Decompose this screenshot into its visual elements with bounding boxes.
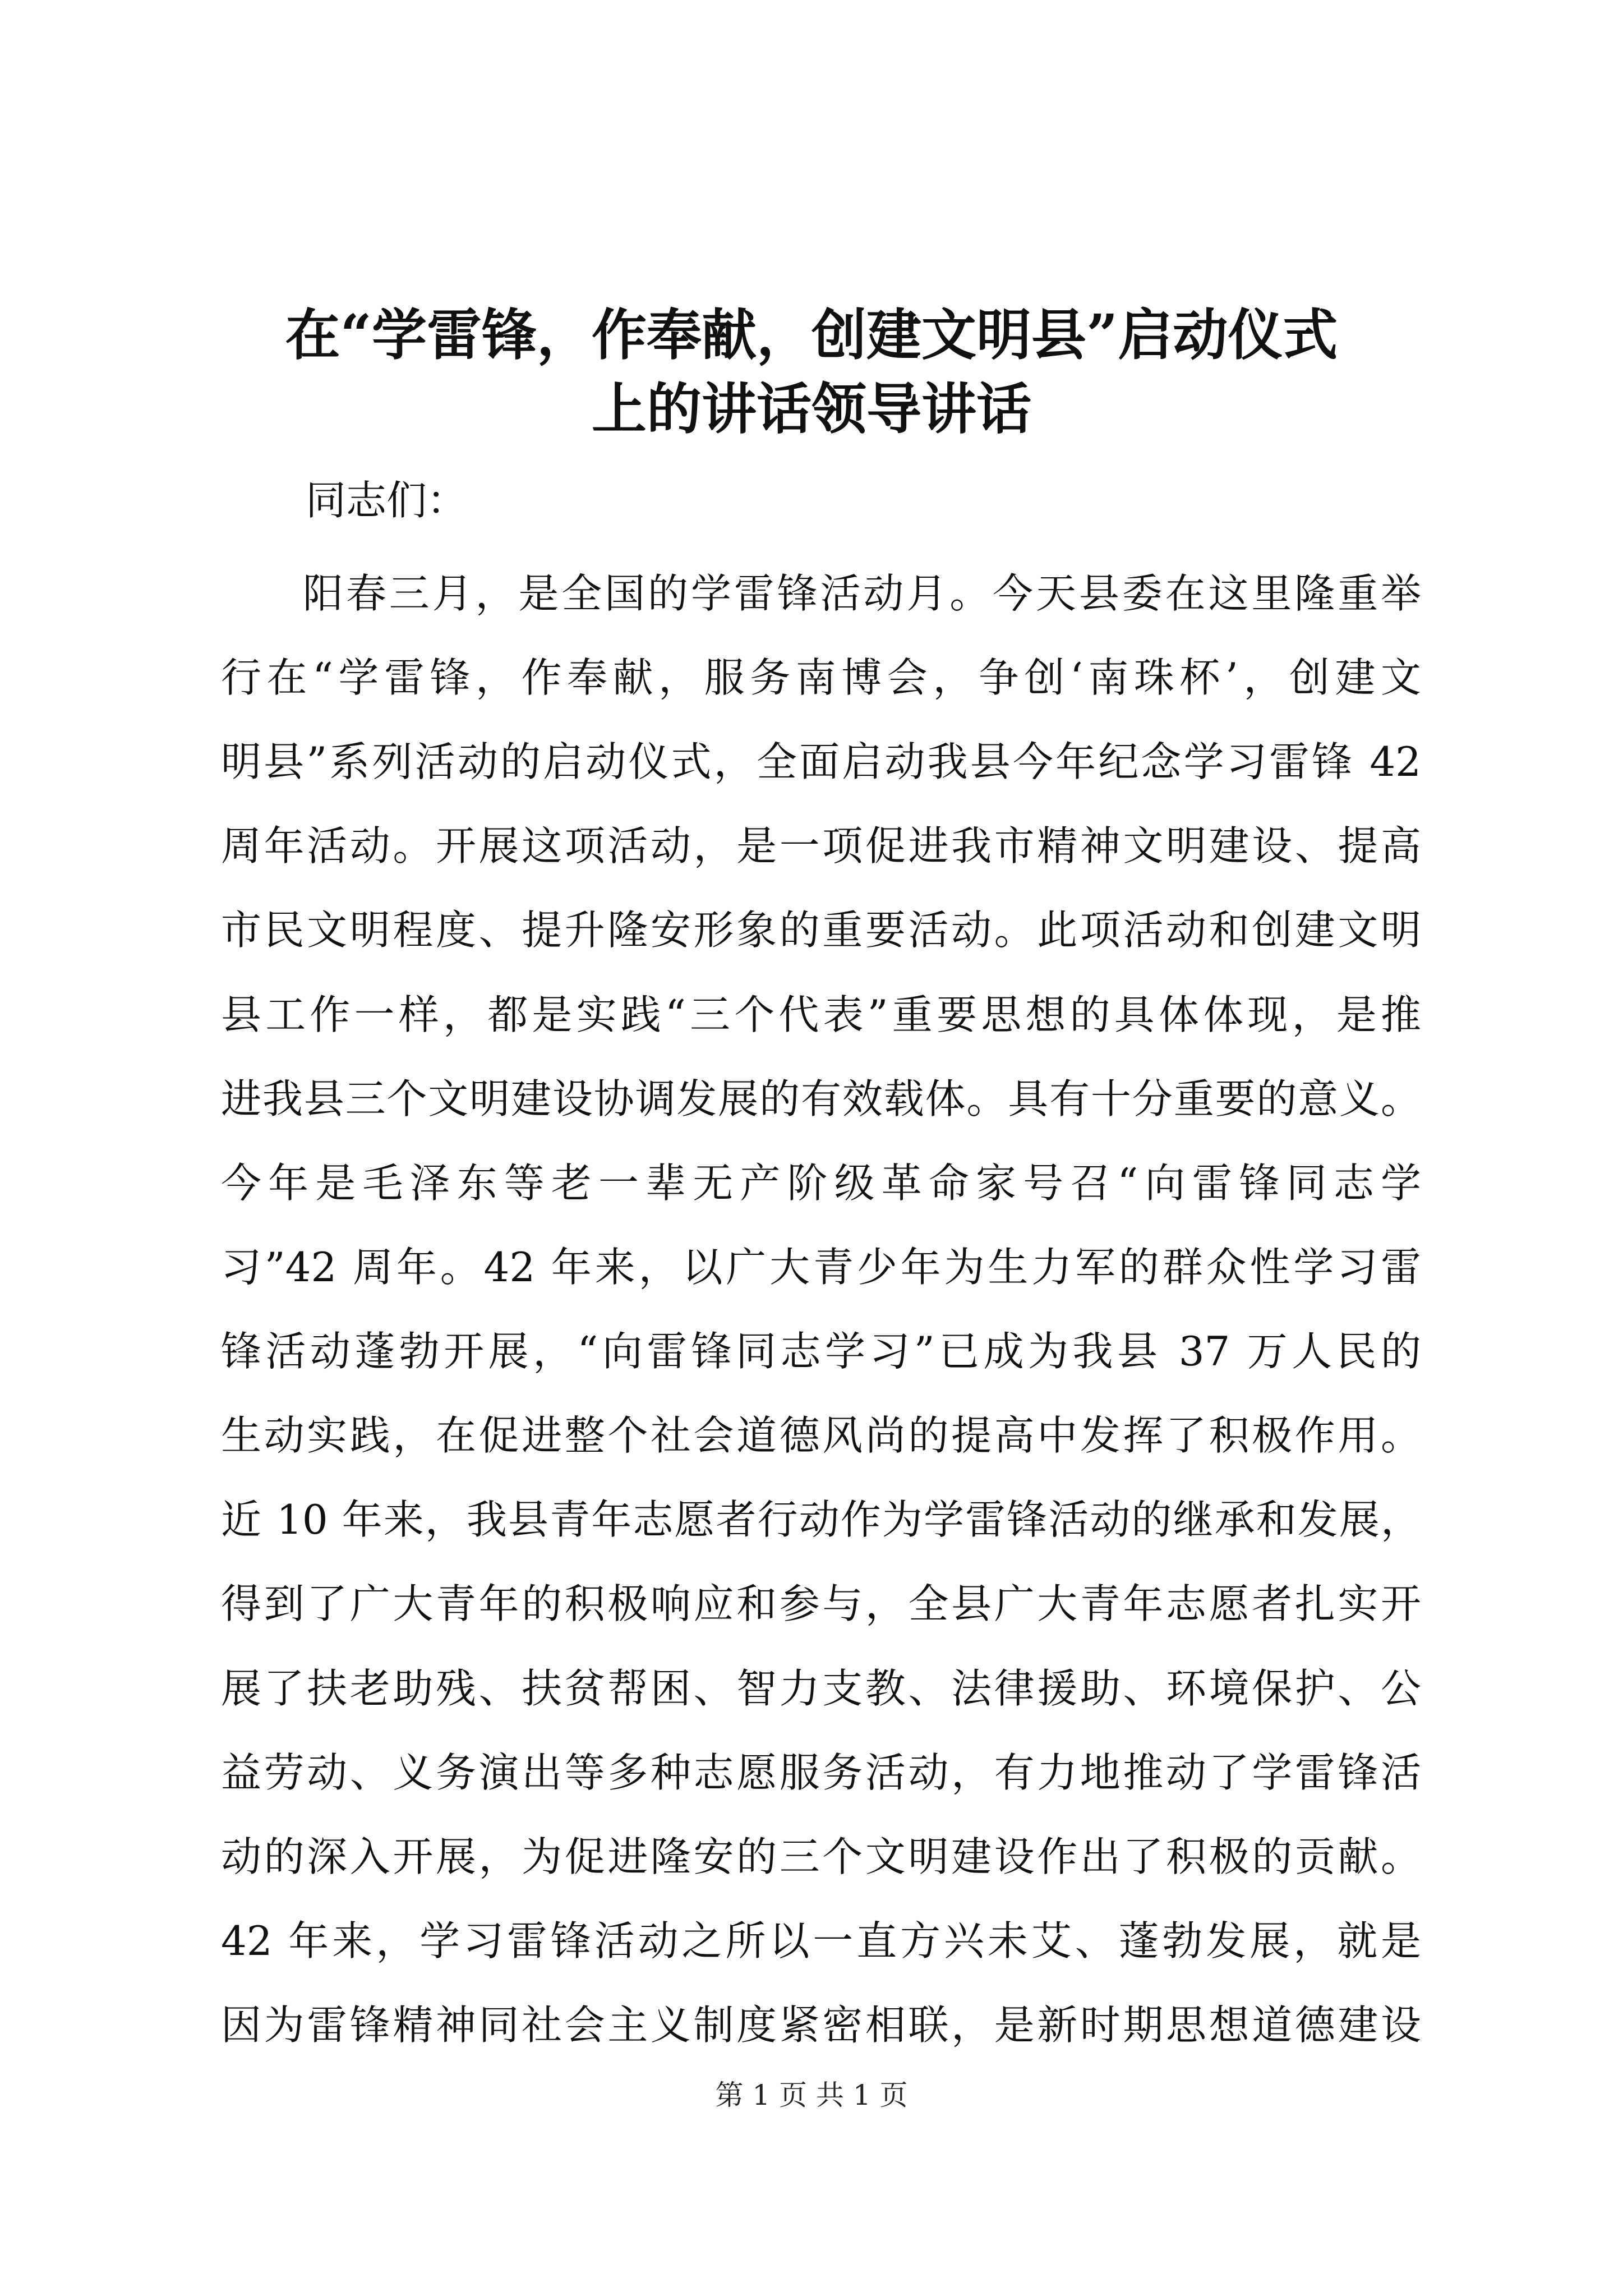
body-line: 习”42 周年。42 年来，以广大青少年为生力军的群众性学习雷 bbox=[221, 1244, 1421, 1291]
body-line: 生动实践，在促进整个社会道德风尚的提高中发挥了积极作用。 bbox=[221, 1412, 1421, 1459]
document-title-line-2: 上的讲话领导讲话 bbox=[591, 377, 1031, 441]
body-line: 周年活动。开展这项活动，是一项促进我市精神文明建设、提高 bbox=[221, 822, 1421, 869]
body-line: 因为雷锋精神同社会主义制度紧密相联，是新时期思想道德建设 bbox=[221, 2001, 1421, 2049]
page-footer: 第 1 页 共 1 页 bbox=[715, 2079, 908, 2111]
body-line: 市民文明程度、提升隆安形象的重要活动。此项活动和创建文明 bbox=[221, 907, 1421, 954]
body-line: 明县”系列活动的启动仪式，全面启动我县今年纪念学习雷锋 42 bbox=[221, 738, 1421, 785]
body-line: 展了扶老助残、扶贫帮困、智力支教、法律援助、环境保护、公 bbox=[221, 1665, 1421, 1712]
body-line: 得到了广大青年的积极响应和参与，全县广大青年志愿者扎实开 bbox=[221, 1580, 1421, 1627]
body-line: 县工作一样，都是实践“三个代表”重要思想的具体体现，是推 bbox=[221, 991, 1421, 1038]
body-line: 今年是毛泽东等老一辈无产阶级革命家号召“向雷锋同志学 bbox=[221, 1159, 1421, 1207]
body-line: 行在“学雷锋，作奉献，服务南博会，争创‘南珠杯’，创建文 bbox=[221, 654, 1421, 701]
document-title-line-1: 在“学雷锋，作奉献，创建文明县”启动仪式 bbox=[285, 303, 1338, 367]
body-line: 进我县三个文明建设协调发展的有效载体。具有十分重要的意义。 bbox=[221, 1075, 1421, 1122]
body-line: 阳春三月，是全国的学雷锋活动月。今天县委在这里隆重举 bbox=[303, 570, 1421, 617]
body-line: 动的深入开展，为促进隆安的三个文明建设作出了积极的贡献。 bbox=[221, 1833, 1421, 1880]
body-line: 益劳动、义务演出等多种志愿服务活动，有力地推动了学雷锋活 bbox=[221, 1749, 1421, 1796]
body-line: 近 10 年来，我县青年志愿者行动作为学雷锋活动的继承和发展， bbox=[221, 1496, 1421, 1543]
salutation: 同志们： bbox=[306, 477, 468, 524]
body-line: 42 年来，学习雷锋活动之所以一直方兴未艾、蓬勃发展，就是 bbox=[221, 1917, 1421, 1964]
body-line: 锋活动蓬勃开展，“向雷锋同志学习”已成为我县 37 万人民的 bbox=[221, 1328, 1421, 1375]
